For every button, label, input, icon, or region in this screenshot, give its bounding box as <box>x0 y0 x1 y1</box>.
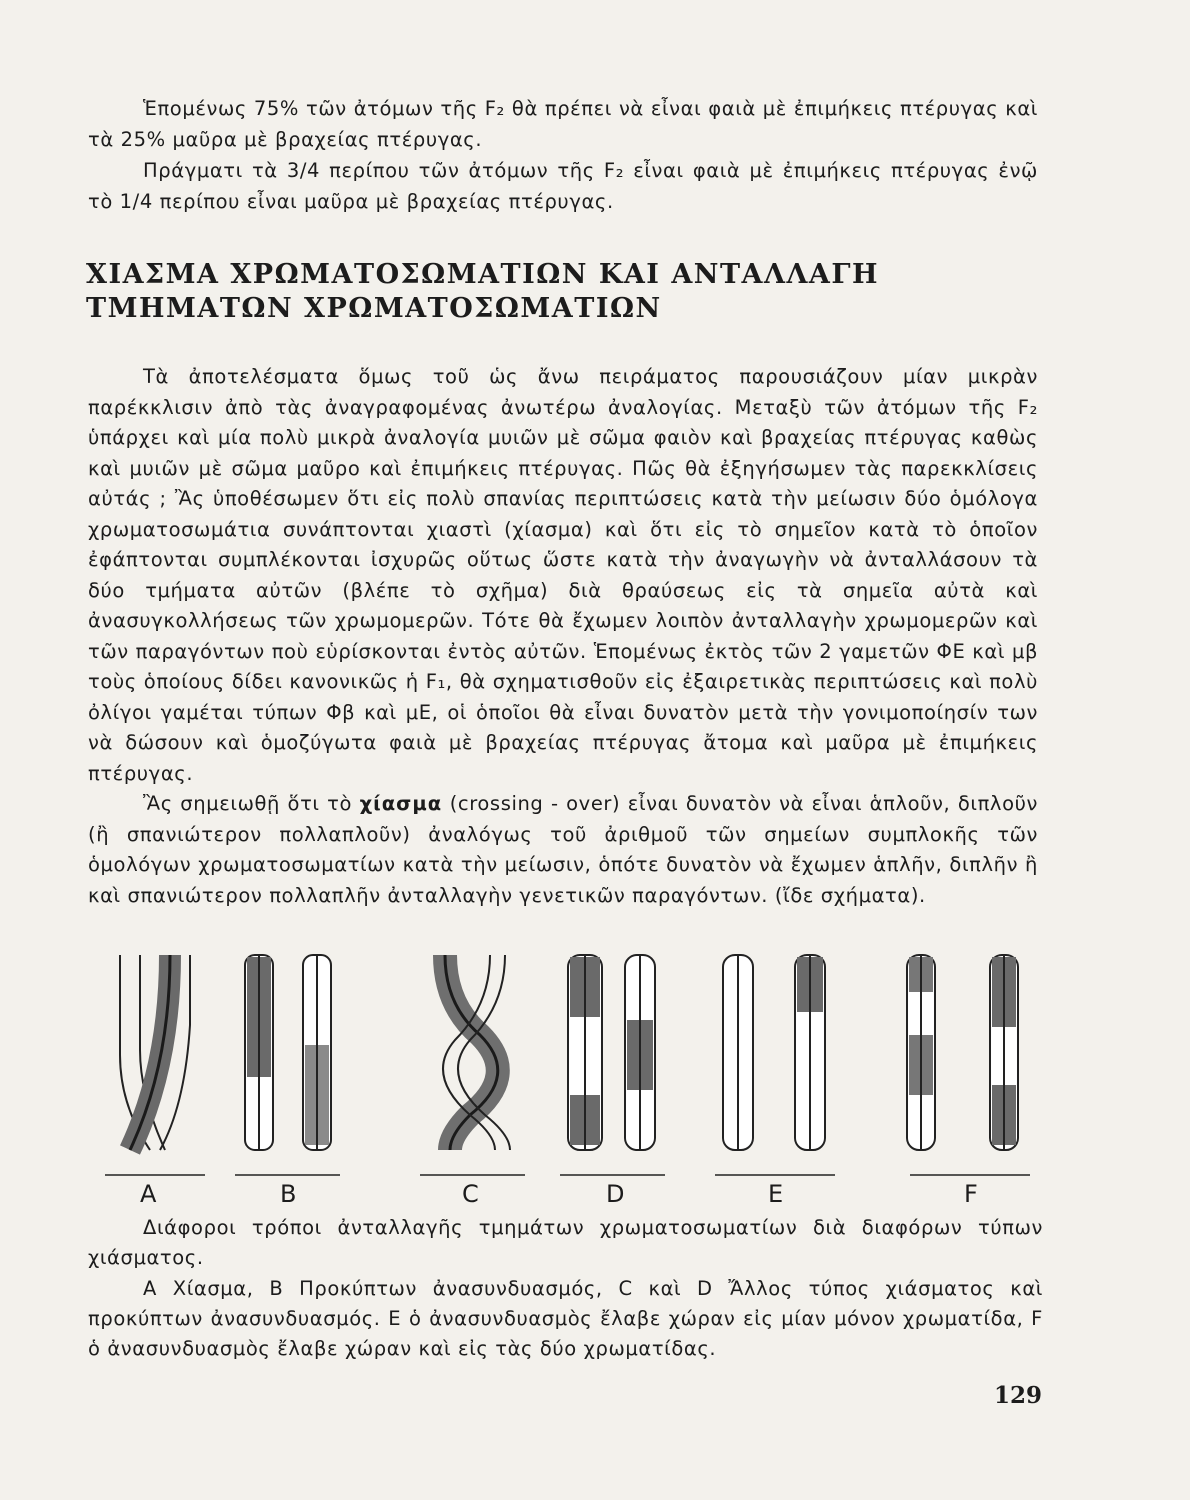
figure-label-c: C <box>462 1180 479 1208</box>
section-heading-line-2: ΤΜΗΜΑΤΩΝ ΧΡΩΜΑΤΟΣΩΜΑΤΙΩΝ <box>86 293 662 324</box>
figure-label-a: A <box>140 1180 157 1208</box>
body-paragraph-2-start: Ἂς σημειωθῇ ὅτι τὸ <box>143 792 353 815</box>
figure-label-e: E <box>768 1180 784 1208</box>
chromosome-crossover-figure <box>0 945 1190 1215</box>
figure-caption-title: Διάφοροι τρόποι ἀνταλλαγῆς τμημάτων χρωματοσωματίων διὰ διαφόρων τύπων χιάσματος. <box>88 1216 1043 1269</box>
figure-caption-legend: A Χίασμα, B Προκύπτων ἀνασυνδυασμός, C καὶ D Ἄλλος τύπος χιάσματος καὶ προκύπτων ἀνασυνδυασμός. E ὁ ἀνασυνδυασμὸς ἔλαβε χώραν εἰς μίαν μόνον χρωματίδα, F ὁ ἀνασυνδυασμὸς ἔλαβε χώραν καὶ εἰς τὰς δύο χρωματίδας. <box>88 1277 1043 1360</box>
body-paragraph-2-rest: (crossing - over) εἶναι δυνατὸν νὰ εἶναι ἁπλοῦν, διπλοῦν (ἢ σπανιώτερον πολλαπλοῦν) ἀναλόγως τοῦ ἀριθμοῦ τῶν σημείων συμπλοκῆς τῶν ὁμολόγων χρωματοσωματίων κατὰ τὴν μείωσιν, ὁπότε δυνατὸν νὰ ἔχωμεν ἁπλῆν, διπλῆν ἢ καὶ σπανιώτερον πολλαπλῆν ἀνταλλαγὴν γενετικῶν παραγόντων. (ἴδε σχήματα). <box>88 792 1038 907</box>
section-heading-line-1: ΧΙΑΣΜΑ ΧΡΩΜΑΤΟΣΩΜΑΤΙΩΝ ΚΑΙ ΑΝΤΑΛΛΑΓΗ <box>86 259 880 290</box>
figure-label-b: B <box>280 1180 297 1208</box>
body-paragraph-2 <box>88 789 1038 911</box>
chiasma-term: χίασμα <box>359 792 443 815</box>
figure-label-d: D <box>606 1180 625 1208</box>
section-heading <box>86 258 1046 326</box>
figure-a-dark-strand <box>130 955 170 1150</box>
intro-paragraph-2: Πράγματι τὰ 3/4 περίπου τῶν ἀτόμων τῆς F₂ εἶναι φαιὰ μὲ ἐπιμήκεις πτέρυγας ἐνῷ τὸ 1/4 περίπου εἶναι μαῦρα μὲ βραχείας πτέρυγας. <box>88 159 1038 213</box>
figure-label-f: F <box>964 1180 978 1208</box>
figure-c-dark-strand <box>445 955 498 1150</box>
intro-paragraph-1: Ἑπομένως 75% τῶν ἀτόμων τῆς F₂ θὰ πρέπει νὰ εἶναι φαιὰ μὲ ἐπιμήκεις πτέρυγας καὶ τὰ 25% μαῦρα μὲ βραχείας πτέρυγας. <box>88 97 1038 151</box>
page-number: 129 <box>994 1382 1043 1409</box>
body-paragraph-1: Τὰ ἀποτελέσματα ὅμως τοῦ ὡς ἄνω πειράματος παρουσιάζουν μίαν μικρὰν παρέκκλισιν ἀπὸ τὰς ἀναγραφομένας ἀνωτέρω ἀναλογίας. Μεταξὺ τῶν ἀτόμων τῆς F₂ ὑπάρχει καὶ μία πολὺ μικρὰ ἀναλογία μυιῶν μὲ σῶμα φαιὸν καὶ βραχείας πτέρυγας καθὼς καὶ μυιῶν μὲ σῶμα μαῦρο καὶ ἐπιμήκεις πτέρυγας. Πῶς θὰ ἐξηγήσωμεν τὰς παρεκκλίσεις αὐτάς ; Ἂς ὑποθέσωμεν ὅτι εἰς πολὺ σπανίας περιπτώσεις κατὰ τὴν μείωσιν δύο ὁμόλογα χρωματοσωμάτια συνάπτονται χιαστὶ (χίασμα) καὶ ὅτι εἰς τὸ σημεῖον κατὰ τὸ ὁποῖον ἐφάπτονται συμπλέκονται ἰσχυρῶς οὕτως ὥστε κατὰ τὴν ἀναγωγὴν νὰ ἀνταλλάσουν τὰ δύο τμήματα αὐτῶν (βλέπε τὸ σχῆμα) διὰ θραύσεως εἰς τὰ σημεῖα αὐτὰ καὶ ἀνασυγκολλήσεως τῶν χρωμομερῶν. Τότε θὰ ἔχωμεν λοιπὸν ἀνταλλαγὴν χρωμομερῶν καὶ τῶν παραγόντων ποὺ εὑρίσκονται ἐντὸς αὐτῶν. Ἑπομένως ἐκτὸς τῶν 2 γαμετῶν ΦΕ καὶ μβ τοὺς ὁποίους δίδει κανονικῶς ἡ F₁, θὰ σχηματισθοῦν εἰς ἐξαιρετικὰς περιπτώσεις καὶ πολὺ ὀλίγοι γαμέται τύπων Φβ καὶ μΕ, οἱ ὁποῖοι θὰ εἶναι δυνατὸν μετὰ τὴν γονιμοποίησίν των νὰ δώσουν καὶ ὁμοζύγωτα φαιὰ μὲ βραχείας πτέρυγας ἄτομα καὶ μαῦρα μὲ ἐπιμήκεις πτέρυγας. <box>88 365 1038 785</box>
crossover-diagram <box>0 945 1190 1195</box>
